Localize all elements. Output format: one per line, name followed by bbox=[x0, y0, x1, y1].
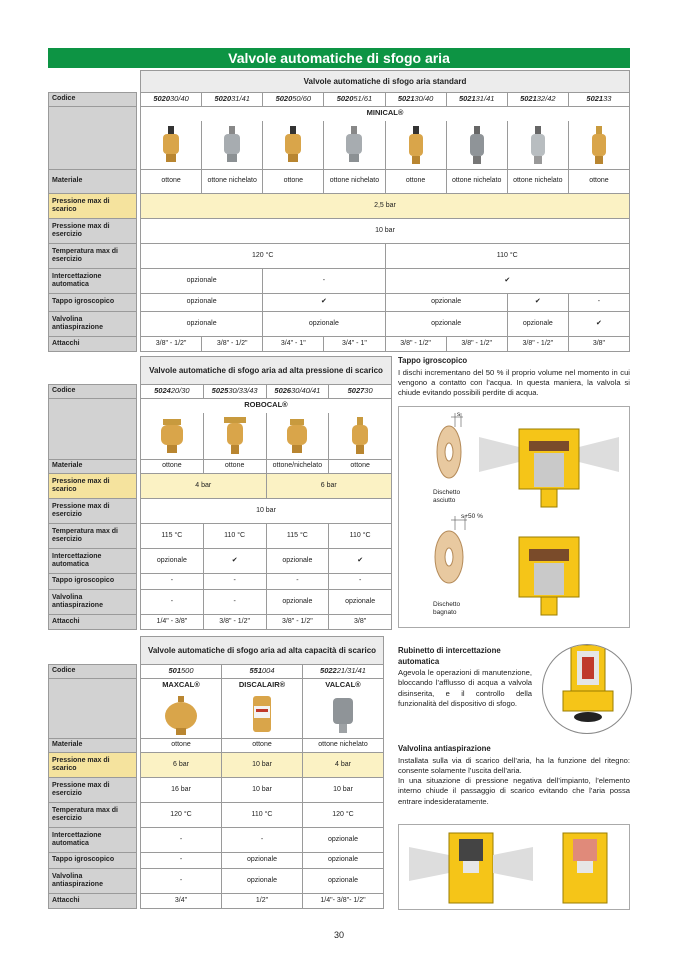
table-title: Valvole automatiche di sfogo aria ad alta pressione di scarico bbox=[141, 357, 392, 385]
material-cell: ottone bbox=[141, 170, 202, 194]
check-cell: ✔ bbox=[385, 269, 630, 294]
page-number: 30 bbox=[333, 930, 344, 940]
value-cell: opzionale bbox=[329, 590, 392, 615]
value-cell: 110 °C bbox=[385, 244, 630, 269]
value-cell: opzionale bbox=[141, 294, 263, 312]
material-cell: ottone bbox=[222, 739, 303, 753]
row-label-pressione-esercizio: Pressione max di esercizio bbox=[49, 778, 137, 803]
section-title: Rubinetto di intercettazione automatica bbox=[398, 646, 501, 666]
value-cell: - bbox=[203, 590, 266, 615]
value-cell: 3/8" - 1/2" bbox=[507, 337, 568, 352]
label-dischetto-asciutto: Dischetto asciutto bbox=[433, 489, 461, 504]
value-cell: 6 bar bbox=[266, 474, 392, 499]
section-text: I dischi incrementano del 50 % il proprio volume nel momento in cui vengono a contatto con l’acqua. In questa maniera, la valvola si chiude evitando possibili perdite di acqua. bbox=[398, 367, 630, 398]
value-cell: - bbox=[266, 574, 329, 590]
row-label-tappo: Tappo igroscopico bbox=[49, 574, 137, 590]
row-label-intercettazione: Intercettazione automatica bbox=[49, 549, 137, 574]
value-cell: - bbox=[568, 294, 629, 312]
valve-image bbox=[222, 693, 303, 739]
valve-image bbox=[446, 121, 507, 170]
code-cell: 502132/42 bbox=[507, 93, 568, 107]
row-label-intercettazione: Intercettazione automatica bbox=[49, 269, 137, 294]
code-cell: 502050/60 bbox=[263, 93, 324, 107]
section-tappo bbox=[398, 356, 630, 398]
code-cell: 502051/61 bbox=[324, 93, 385, 107]
figure-tappo bbox=[398, 406, 630, 628]
value-cell: opzionale bbox=[303, 828, 384, 853]
value-cell: 3/4" - 1" bbox=[263, 337, 324, 352]
value-cell: opzionale bbox=[266, 549, 329, 574]
label-s50: s+50 % bbox=[461, 513, 483, 520]
row-label-tappo: Tappo igroscopico bbox=[49, 853, 137, 869]
value-cell: 3/8" - 1/2" bbox=[446, 337, 507, 352]
value-cell: 2,5 bar bbox=[141, 194, 630, 219]
table-title: Valvole automatiche di sfogo aria standard bbox=[141, 71, 630, 93]
row-label-materiale: Materiale bbox=[49, 170, 137, 194]
value-cell: 4 bar bbox=[303, 753, 384, 778]
value-cell: opzionale bbox=[507, 312, 568, 337]
value-cell: opzionale bbox=[385, 312, 507, 337]
value-cell: opzionale bbox=[303, 869, 384, 894]
brand-valcal: VALCAL® bbox=[303, 679, 384, 693]
value-cell: - bbox=[329, 574, 392, 590]
valvolina-diagram bbox=[399, 825, 629, 909]
valve-image bbox=[303, 693, 384, 739]
value-cell: 3/8" - 1/2" bbox=[266, 615, 329, 630]
code-cell: 502530/33/43 bbox=[203, 385, 266, 399]
value-cell: 3/8" - 1/2" bbox=[202, 337, 263, 352]
section-rubinetto bbox=[398, 646, 532, 709]
value-cell: 1/2" bbox=[222, 894, 303, 909]
value-cell: 3/8" bbox=[329, 615, 392, 630]
code-cell: 502131/41 bbox=[446, 93, 507, 107]
value-cell: 3/8" bbox=[568, 337, 629, 352]
check-cell: ✔ bbox=[507, 294, 568, 312]
value-cell: 3/4" bbox=[141, 894, 222, 909]
value-cell: 115 °C bbox=[266, 524, 329, 549]
row-label-temperatura: Temperatura max di esercizio bbox=[49, 803, 137, 828]
value-cell: 115 °C bbox=[141, 524, 204, 549]
section-text: Installata sulla via di scarico dell’aria, ha la funzione del ritegno: consente solamente l’uscita dell’aria. bbox=[398, 755, 630, 775]
row-label-pressione-scarico: Pressione max di scarico bbox=[49, 753, 137, 778]
value-cell: opzionale bbox=[222, 853, 303, 869]
value-cell: opzionale bbox=[266, 590, 329, 615]
valve-image bbox=[203, 413, 266, 460]
valve-image bbox=[141, 693, 222, 739]
valve-image bbox=[202, 121, 263, 170]
value-cell: 1/4" - 3/8" bbox=[141, 615, 204, 630]
section-title: Valvolina antiaspirazione bbox=[398, 744, 491, 753]
code-cell: 502031/41 bbox=[202, 93, 263, 107]
value-cell: - bbox=[263, 269, 385, 294]
section-text: Agevola le operazioni di manutenzione, bloccando l’afflusso di acqua a valvola disinserita, e il controllo della funzionalità del dispositivo di sfogo. bbox=[398, 668, 532, 708]
check-cell: ✔ bbox=[568, 312, 629, 337]
value-cell: opzionale bbox=[385, 294, 507, 312]
row-label-attacchi: Attacchi bbox=[49, 894, 137, 909]
row-label-intercettazione: Intercettazione automatica bbox=[49, 828, 137, 853]
value-cell: - bbox=[141, 853, 222, 869]
material-cell: ottone nichelato bbox=[303, 739, 384, 753]
value-cell: opzionale bbox=[141, 549, 204, 574]
brand-maxcal: MAXCAL® bbox=[141, 679, 222, 693]
row-label-codice: Codice bbox=[49, 665, 137, 679]
brand-robocal: ROBOCAL® bbox=[141, 399, 392, 413]
valve-image bbox=[329, 413, 392, 460]
code-cell: 502030/40 bbox=[141, 93, 202, 107]
value-cell: 10 bar bbox=[222, 753, 303, 778]
label-spacer bbox=[49, 399, 137, 460]
value-cell: - bbox=[141, 869, 222, 894]
value-cell: 16 bar bbox=[141, 778, 222, 803]
check-cell: ✔ bbox=[203, 549, 266, 574]
table-standard bbox=[48, 70, 630, 352]
row-label-valvolina: Valvolina antiaspirazione bbox=[49, 590, 137, 615]
material-cell: ottone nichelato bbox=[507, 170, 568, 194]
table-alta-capacita bbox=[48, 636, 384, 909]
row-label-temperatura: Temperatura max di esercizio bbox=[49, 524, 137, 549]
value-cell: opzionale bbox=[303, 853, 384, 869]
code-cell: 551004 bbox=[222, 665, 303, 679]
row-label-attacchi: Attacchi bbox=[49, 615, 137, 630]
row-label-attacchi: Attacchi bbox=[49, 337, 137, 352]
value-cell: 10 bar bbox=[141, 499, 392, 524]
brand-discalair: DISCALAIR® bbox=[222, 679, 303, 693]
value-cell: 10 bar bbox=[141, 219, 630, 244]
material-cell: ottone bbox=[568, 170, 629, 194]
valve-image bbox=[266, 413, 329, 460]
row-label-temperatura: Temperatura max di esercizio bbox=[49, 244, 137, 269]
row-label-codice: Codice bbox=[49, 385, 137, 399]
value-cell: - bbox=[141, 574, 204, 590]
row-label-pressione-esercizio: Pressione max di esercizio bbox=[49, 219, 137, 244]
code-cell: 502730 bbox=[329, 385, 392, 399]
value-cell: 6 bar bbox=[141, 753, 222, 778]
code-cell: 502133 bbox=[568, 93, 629, 107]
material-cell: ottone bbox=[141, 739, 222, 753]
row-label-tappo: Tappo igroscopico bbox=[49, 294, 137, 312]
row-label-pressione-scarico: Pressione max di scarico bbox=[49, 194, 137, 219]
table-title: Valvole automatiche di sfogo aria ad alta capacità di scarico bbox=[141, 637, 384, 665]
material-cell: ottone nichelato bbox=[446, 170, 507, 194]
row-label-codice: Codice bbox=[49, 93, 137, 107]
material-cell: ottone bbox=[263, 170, 324, 194]
row-label-valvolina: Valvolina antiaspirazione bbox=[49, 312, 137, 337]
label-s: s bbox=[457, 411, 461, 418]
valve-image bbox=[324, 121, 385, 170]
value-cell: opzionale bbox=[141, 269, 263, 294]
page-title: Valvole automatiche di sfogo aria bbox=[48, 48, 630, 68]
material-cell: ottone nichelato bbox=[324, 170, 385, 194]
material-cell: ottone bbox=[203, 460, 266, 474]
value-cell: 120 °C bbox=[303, 803, 384, 828]
value-cell: 3/4" - 1" bbox=[324, 337, 385, 352]
value-cell: 3/8" - 1/2" bbox=[141, 337, 202, 352]
label-spacer bbox=[49, 679, 137, 739]
brand-minical: MINICAL® bbox=[141, 107, 630, 121]
value-cell: 1/4"- 3/8"- 1/2" bbox=[303, 894, 384, 909]
material-cell: ottone bbox=[385, 170, 446, 194]
value-cell: opzionale bbox=[222, 869, 303, 894]
tappo-diagram bbox=[399, 407, 629, 627]
valve-image bbox=[141, 121, 202, 170]
value-cell: opzionale bbox=[141, 312, 263, 337]
label-spacer bbox=[49, 107, 137, 170]
value-cell: 3/8" - 1/2" bbox=[203, 615, 266, 630]
value-cell: opzionale bbox=[263, 312, 385, 337]
row-label-materiale: Materiale bbox=[49, 460, 137, 474]
value-cell: - bbox=[141, 590, 204, 615]
code-cell: 502420/30 bbox=[141, 385, 204, 399]
value-cell: 120 °C bbox=[141, 803, 222, 828]
value-cell: 10 bar bbox=[222, 778, 303, 803]
code-cell: 502130/40 bbox=[385, 93, 446, 107]
value-cell: 3/8" - 1/2" bbox=[385, 337, 446, 352]
section-title: Tappo igroscopico bbox=[398, 356, 468, 365]
section-valvolina bbox=[398, 744, 630, 807]
value-cell: 10 bar bbox=[303, 778, 384, 803]
material-cell: ottone bbox=[141, 460, 204, 474]
material-cell: ottone bbox=[329, 460, 392, 474]
value-cell: 120 °C bbox=[141, 244, 386, 269]
table-alta-pressione bbox=[48, 356, 392, 630]
check-cell: ✔ bbox=[329, 549, 392, 574]
code-cell: 501500 bbox=[141, 665, 222, 679]
value-cell: 4 bar bbox=[141, 474, 267, 499]
check-cell: ✔ bbox=[263, 294, 385, 312]
material-cell: ottone/nichelato bbox=[266, 460, 329, 474]
value-cell: - bbox=[141, 828, 222, 853]
value-cell: 110 °C bbox=[203, 524, 266, 549]
valve-image bbox=[507, 121, 568, 170]
value-cell: 110 °C bbox=[222, 803, 303, 828]
code-cell: 502630/40/41 bbox=[266, 385, 329, 399]
code-cell: 502221/31/41 bbox=[303, 665, 384, 679]
valve-image bbox=[263, 121, 324, 170]
section-text: In una situazione di pressione negativa dell’impianto, l’elemento interno chiude il passaggio di scarico evitando che l’aria possa entrare indesideratamente. bbox=[398, 776, 630, 806]
valve-image bbox=[568, 121, 629, 170]
valve-image bbox=[141, 413, 204, 460]
value-cell: - bbox=[203, 574, 266, 590]
figure-valvolina bbox=[398, 824, 630, 910]
row-label-pressione-esercizio: Pressione max di esercizio bbox=[49, 499, 137, 524]
rubinetto-diagram bbox=[542, 644, 632, 734]
label-dischetto-bagnato: Dischetto bagnato bbox=[433, 601, 461, 616]
valve-image bbox=[385, 121, 446, 170]
value-cell: - bbox=[222, 828, 303, 853]
material-cell: ottone nichelato bbox=[202, 170, 263, 194]
row-label-valvolina: Valvolina antiaspirazione bbox=[49, 869, 137, 894]
row-label-materiale: Materiale bbox=[49, 739, 137, 753]
row-label-pressione-scarico: Pressione max di scarico bbox=[49, 474, 137, 499]
value-cell: 110 °C bbox=[329, 524, 392, 549]
